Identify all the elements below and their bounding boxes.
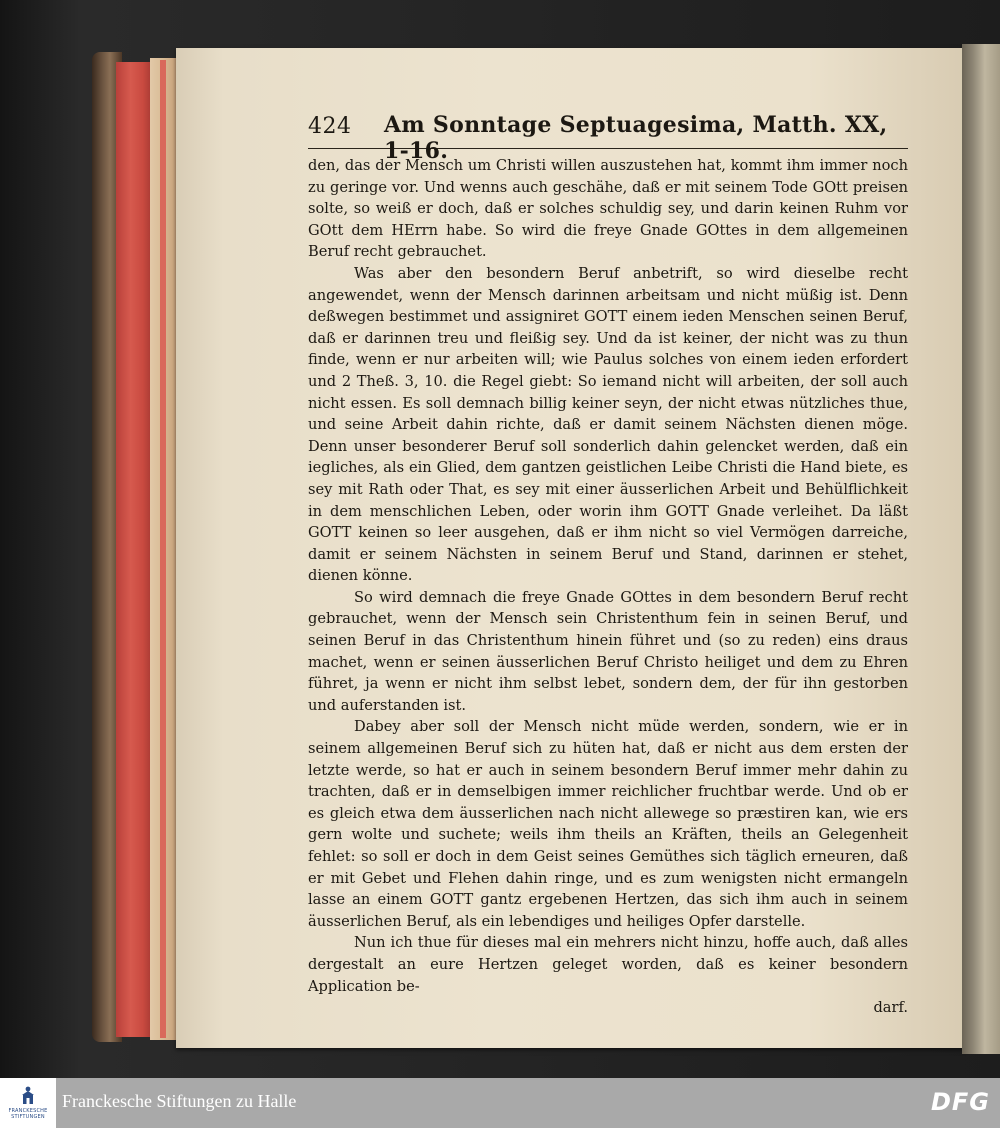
- viewer-footer: [0, 1078, 1000, 1128]
- red-page-edges: [116, 62, 152, 1037]
- paragraph: den, das der Mensch um Christi willen auszustehen hat, kommt ihm immer noch zu geringe vor. Und wenns auch geschähe, daß er mit seinem Tode GOtt preisen solte, so weiß er doch, daß er solches schuldig sey, und darin keinen Ruhm vor GOtt dem HErrn habe. So wird die freye Gnade GOttes in dem allgemeinen Beruf recht gebrauchet.: [308, 157, 908, 261]
- page-text-block: [308, 108, 908, 1019]
- red-edge-line: [160, 60, 166, 1038]
- paragraph: So wird demnach die freye Gnade GOttes in dem besondern Beruf recht gebrauchet, wenn der Mensch sein Christenthum fein in seinen Beruf, und seinen Beruf in das Christenthum hinein führet und (so zu reden) eins draus machet, wenn er seinen äusserlichen Beruf Christo heiliget und dem zu Ehren führet, ja wenn er nicht ihm selbst lebet, sondern dem, der für ihn gestorben und auferstanden ist.: [308, 588, 908, 714]
- body-text: [308, 155, 908, 997]
- catchword: darf.: [873, 999, 908, 1017]
- dfg-logo[interactable]: DFG: [930, 1088, 990, 1116]
- paragraph: Dabey aber soll der Mensch nicht müde werden, sondern, wie er in seinem allgemeinen Beruf sich zu hüten hat, daß er nicht aus dem ersten der letzte werde, so hat er auch in seinem besondern Beruf immer mehr dahin zu trachten, daß er in demselbigen immer reichlicher fruchtbar werde. Und ob er es gleich etwa dem äusserlichen nach nicht allewege so præstiren kan, wie ers gern wolte und suchete; weils ihm theils an Kräften, theils an Gelegenheit fehlet: so soll er doch in dem Geist seines Gemüthes sich täglich erneuren, daß er mit Gebet und Flehen dahin ringe, und es zum wenigsten nicht ermangeln lasse an einem GOTT gantz ergebenen Hertzen, das sich ihm auch in seinem äusserlichen Beruf, als ein lebendiges und heiliges Opfer darstelle.: [308, 718, 908, 930]
- orphanage-emblem-icon: [19, 1086, 37, 1106]
- page-header: [308, 108, 908, 164]
- institution-logo[interactable]: [0, 1078, 56, 1128]
- logo-text: FRANCKESCHE STIFTUNGEN: [8, 1108, 48, 1120]
- institution-name[interactable]: Franckesche Stiftungen zu Halle: [62, 1091, 297, 1111]
- paragraph: Nun ich thue für dieses mal ein mehrers nicht hinzu, hoffe auch, daß alles dergestalt an eure Hertzen geleget worden, daß es keiner besondern Application be-: [308, 934, 908, 995]
- page-number: 424: [308, 114, 352, 139]
- running-head: Am Sonntage Septuagesima, Matth. XX, 1-16.: [384, 112, 888, 164]
- paragraph: Was aber den besondern Beruf anbetrift, so wird dieselbe recht angewendet, wenn der Mensch darinnen arbeitsam und nicht müßig ist. Denn deßwegen bestimmet und assigniret GOTT einem ieden Menschen seinen Beruf, daß er darinnen treu und fleißig sey. Und da ist keiner, der nicht was zu thun finde, wenn er nur arbeiten will; wie Paulus solches von einem ieden erfordert und 2 Theß. 3, 10. die Regel giebt: So iemand nicht will arbeiten, der soll auch nicht essen. Es soll demnach billig keiner seyn, der nicht etwas nützliches thue, und seine Arbeit dahin richte, daß er damit seinem Nächsten dienen möge. Denn unser besonderer Beruf soll sonderlich dahin gelencket werden, daß ein iegliches, als ein Glied, dem gantzen geistlichen Leibe Christi die Hand biete, es sey mit Rath oder That, es sey mit einer äusserlichen Arbeit und Behülflichkeit in dem menschlichen Leben, oder worin ihm GOTT Gnade verleihet. Da läßt GOTT keinen so leer ausgehen, daß er ihm nicht so viel Vermögen darreiche, damit er seinem Nächsten in seinem Beruf und Stand, darinnen er stehet, dienen könne.: [308, 264, 908, 585]
- facing-page-edge: [962, 44, 1000, 1054]
